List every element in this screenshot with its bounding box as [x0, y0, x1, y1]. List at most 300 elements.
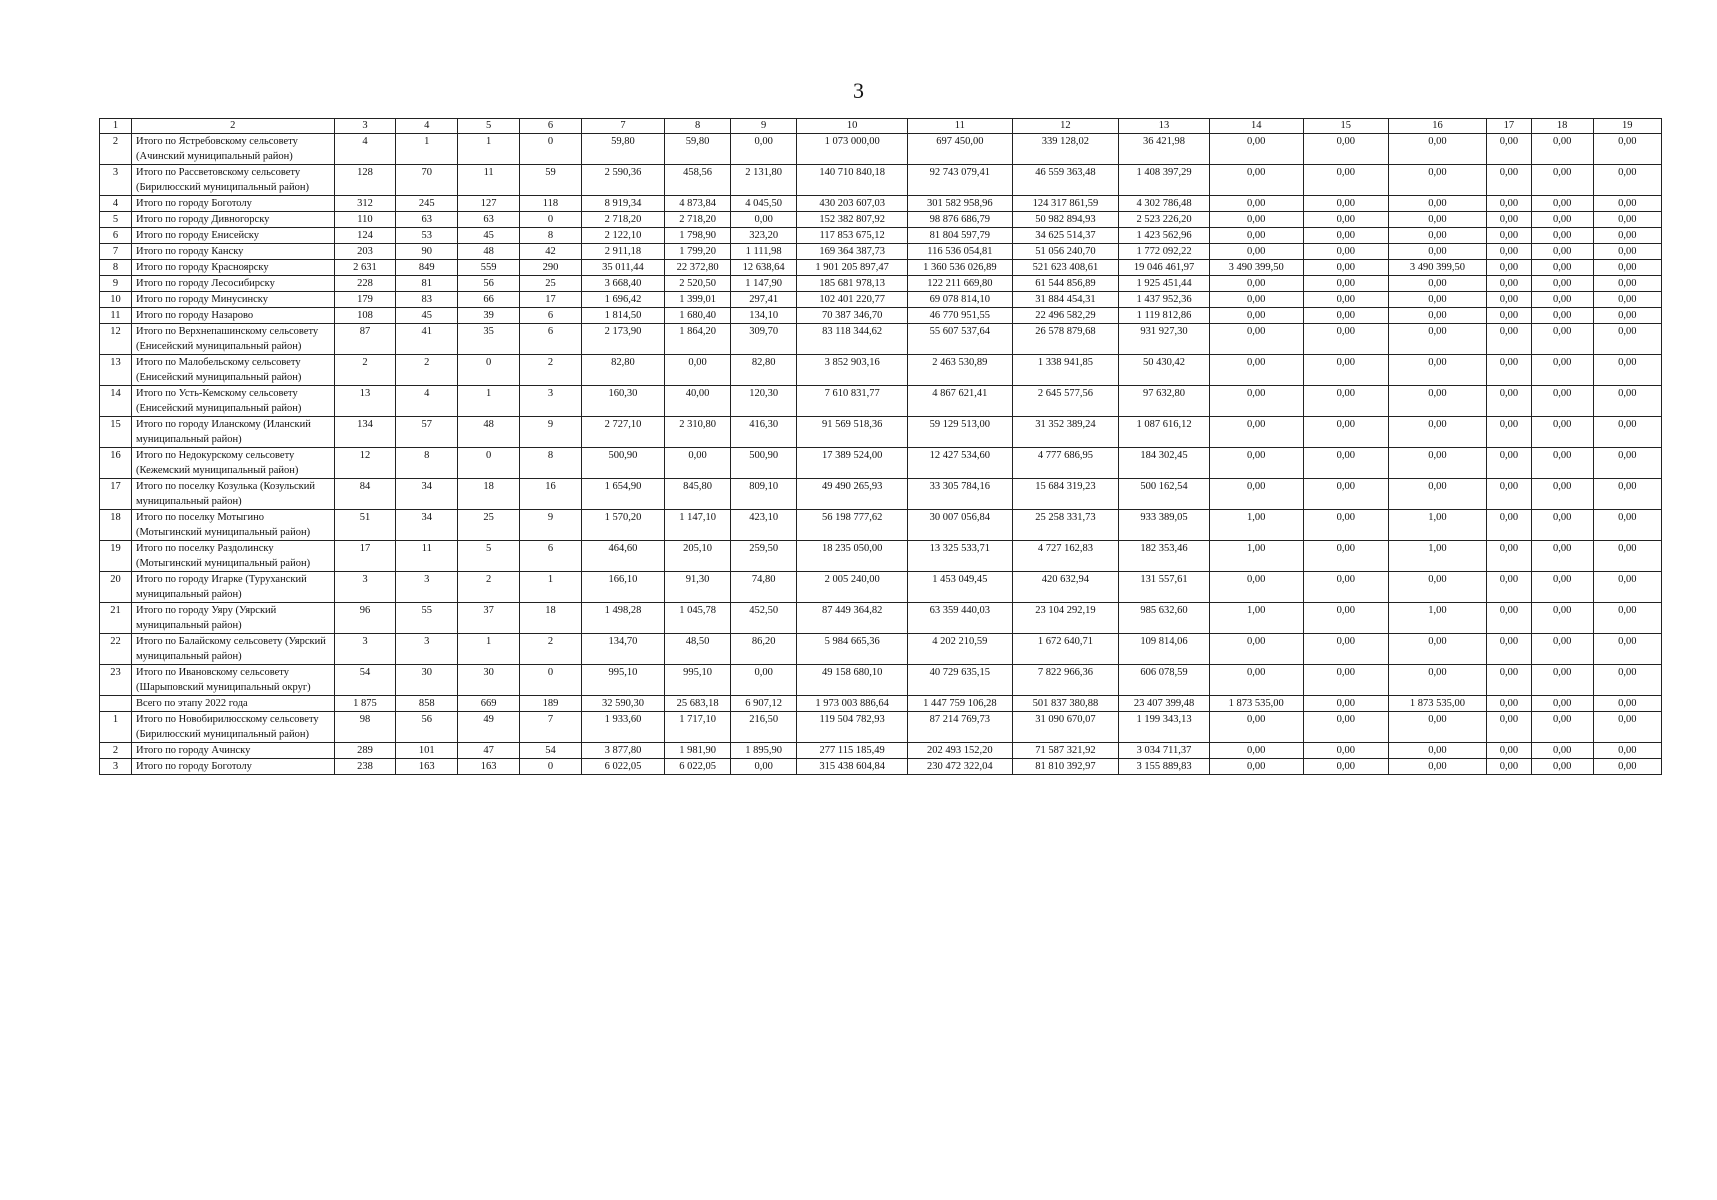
- value-cell: 12 638,64: [731, 260, 797, 276]
- row-number-cell: 1: [100, 712, 132, 743]
- value-cell: 0,00: [1531, 448, 1593, 479]
- value-cell: 0,00: [1531, 308, 1593, 324]
- value-cell: 0,00: [1388, 386, 1486, 417]
- value-cell: 2 645 577,56: [1012, 386, 1119, 417]
- column-number-cell: 19: [1593, 119, 1661, 134]
- value-cell: 0,00: [1487, 510, 1532, 541]
- value-cell: 3 668,40: [581, 276, 664, 292]
- table-row: [100, 510, 1662, 541]
- value-cell: 54: [334, 665, 396, 696]
- value-cell: 179: [334, 292, 396, 308]
- value-cell: 1 399,01: [665, 292, 731, 308]
- value-cell: 119 504 782,93: [797, 712, 908, 743]
- value-cell: 0,00: [1303, 324, 1388, 355]
- value-cell: 2 122,10: [581, 228, 664, 244]
- value-cell: 0: [520, 134, 582, 165]
- value-cell: 30 007 056,84: [908, 510, 1012, 541]
- municipality-name-cell: Итого по городу Ачинску: [131, 743, 334, 759]
- value-cell: 9: [520, 417, 582, 448]
- table-row: [100, 244, 1662, 260]
- value-cell: 0: [458, 355, 520, 386]
- value-cell: 96: [334, 603, 396, 634]
- value-cell: 2 631: [334, 260, 396, 276]
- value-cell: 289: [334, 743, 396, 759]
- value-cell: 5: [458, 541, 520, 572]
- value-cell: 2 718,20: [665, 212, 731, 228]
- value-cell: 50 430,42: [1119, 355, 1210, 386]
- column-number-cell: 5: [458, 119, 520, 134]
- row-number-cell: 23: [100, 665, 132, 696]
- value-cell: 35: [458, 324, 520, 355]
- value-cell: 3 490 399,50: [1209, 260, 1303, 276]
- value-cell: 3: [334, 634, 396, 665]
- value-cell: 37: [458, 603, 520, 634]
- value-cell: 87 214 769,73: [908, 712, 1012, 743]
- value-cell: 1 901 205 897,47: [797, 260, 908, 276]
- value-cell: 0,00: [1209, 355, 1303, 386]
- row-number-cell: 21: [100, 603, 132, 634]
- value-cell: 124: [334, 228, 396, 244]
- value-cell: 0,00: [1593, 479, 1661, 510]
- value-cell: 0,00: [1209, 196, 1303, 212]
- value-cell: 423,10: [731, 510, 797, 541]
- table-row: [100, 134, 1662, 165]
- row-number-cell: 13: [100, 355, 132, 386]
- value-cell: 56: [396, 712, 458, 743]
- value-cell: 0,00: [1388, 479, 1486, 510]
- value-cell: 0,00: [1388, 228, 1486, 244]
- value-cell: 0,00: [665, 355, 731, 386]
- value-cell: 500,90: [731, 448, 797, 479]
- value-cell: 59,80: [581, 134, 664, 165]
- table-row: [100, 712, 1662, 743]
- value-cell: 858: [396, 696, 458, 712]
- table-row: [100, 448, 1662, 479]
- value-cell: 230 472 322,04: [908, 759, 1012, 775]
- column-number-cell: 11: [908, 119, 1012, 134]
- value-cell: 1 933,60: [581, 712, 664, 743]
- value-cell: 31 884 454,31: [1012, 292, 1119, 308]
- value-cell: 26 578 879,68: [1012, 324, 1119, 355]
- value-cell: 1 981,90: [665, 743, 731, 759]
- value-cell: 0,00: [1303, 743, 1388, 759]
- value-cell: 0,00: [1388, 196, 1486, 212]
- value-cell: 0,00: [1388, 324, 1486, 355]
- value-cell: 2 173,90: [581, 324, 664, 355]
- value-cell: 315 438 604,84: [797, 759, 908, 775]
- value-cell: 70 387 346,70: [797, 308, 908, 324]
- value-cell: 15 684 319,23: [1012, 479, 1119, 510]
- value-cell: 2 463 530,89: [908, 355, 1012, 386]
- value-cell: 70: [396, 165, 458, 196]
- value-cell: 0,00: [1593, 712, 1661, 743]
- value-cell: 809,10: [731, 479, 797, 510]
- municipality-name-cell: Итого по Ивановскому сельсовету (Шарыповский муниципальный округ): [131, 665, 334, 696]
- value-cell: 3 155 889,83: [1119, 759, 1210, 775]
- value-cell: 0,00: [1209, 228, 1303, 244]
- value-cell: 0,00: [1531, 134, 1593, 165]
- value-cell: 6 022,05: [665, 759, 731, 775]
- value-cell: 134,10: [731, 308, 797, 324]
- value-cell: 1 799,20: [665, 244, 731, 260]
- value-cell: 309,70: [731, 324, 797, 355]
- value-cell: 420 632,94: [1012, 572, 1119, 603]
- value-cell: 0,00: [1593, 228, 1661, 244]
- municipality-name-cell: Итого по городу Боготолу: [131, 196, 334, 212]
- value-cell: 228: [334, 276, 396, 292]
- page-number: 3: [853, 78, 864, 103]
- value-cell: 290: [520, 260, 582, 276]
- value-cell: 1 973 003 886,64: [797, 696, 908, 712]
- value-cell: 0,00: [1593, 165, 1661, 196]
- value-cell: 1 423 562,96: [1119, 228, 1210, 244]
- value-cell: 203: [334, 244, 396, 260]
- value-cell: 30: [396, 665, 458, 696]
- value-cell: 0,00: [1593, 355, 1661, 386]
- value-cell: 2 590,36: [581, 165, 664, 196]
- value-cell: 0,00: [1487, 212, 1532, 228]
- value-cell: 0,00: [1388, 743, 1486, 759]
- value-cell: 0,00: [1303, 355, 1388, 386]
- value-cell: 849: [396, 260, 458, 276]
- value-cell: 0,00: [1303, 541, 1388, 572]
- value-cell: 0,00: [1487, 308, 1532, 324]
- value-cell: 0,00: [1303, 276, 1388, 292]
- column-number-cell: 17: [1487, 119, 1532, 134]
- value-cell: 163: [396, 759, 458, 775]
- row-number-cell: 17: [100, 479, 132, 510]
- value-cell: 0,00: [1303, 510, 1388, 541]
- value-cell: 1 772 092,22: [1119, 244, 1210, 260]
- table-row: [100, 572, 1662, 603]
- value-cell: 0,00: [1487, 712, 1532, 743]
- value-cell: 0,00: [1209, 743, 1303, 759]
- value-cell: 0,00: [1388, 417, 1486, 448]
- value-cell: 277 115 185,49: [797, 743, 908, 759]
- municipality-name-cell: Итого по Рассветовскому сельсовету (Бирилюсский муниципальный район): [131, 165, 334, 196]
- row-number-cell: 16: [100, 448, 132, 479]
- value-cell: 61 544 856,89: [1012, 276, 1119, 292]
- column-number-cell: 16: [1388, 119, 1486, 134]
- row-number-cell: 10: [100, 292, 132, 308]
- municipality-name-cell: Итого по городу Лесосибирску: [131, 276, 334, 292]
- value-cell: 18: [458, 479, 520, 510]
- value-cell: 160,30: [581, 386, 664, 417]
- table-row: [100, 276, 1662, 292]
- value-cell: 0,00: [1209, 712, 1303, 743]
- value-cell: 140 710 840,18: [797, 165, 908, 196]
- value-cell: 0,00: [1593, 260, 1661, 276]
- value-cell: 301 582 958,96: [908, 196, 1012, 212]
- value-cell: 13 325 533,71: [908, 541, 1012, 572]
- value-cell: 0,00: [665, 448, 731, 479]
- value-cell: 40 729 635,15: [908, 665, 1012, 696]
- value-cell: 83: [396, 292, 458, 308]
- municipality-name-cell: Итого по Недокурскому сельсовету (Кежемский муниципальный район): [131, 448, 334, 479]
- value-cell: 86,20: [731, 634, 797, 665]
- value-cell: 0,00: [1303, 212, 1388, 228]
- value-cell: 0,00: [1531, 712, 1593, 743]
- value-cell: 35 011,44: [581, 260, 664, 276]
- value-cell: 8: [520, 448, 582, 479]
- value-cell: 0,00: [1593, 417, 1661, 448]
- value-cell: 12: [334, 448, 396, 479]
- row-number-cell: 2: [100, 134, 132, 165]
- value-cell: 0: [520, 212, 582, 228]
- value-cell: 98 876 686,79: [908, 212, 1012, 228]
- value-cell: 6: [520, 541, 582, 572]
- value-cell: 1 873 535,00: [1388, 696, 1486, 712]
- value-cell: 216,50: [731, 712, 797, 743]
- value-cell: 0,00: [1593, 759, 1661, 775]
- value-cell: 0,00: [1388, 212, 1486, 228]
- value-cell: 521 623 408,61: [1012, 260, 1119, 276]
- value-cell: 0,00: [1388, 759, 1486, 775]
- municipality-name-cell: Всего по этапу 2022 года: [131, 696, 334, 712]
- value-cell: 0,00: [1593, 386, 1661, 417]
- value-cell: 189: [520, 696, 582, 712]
- value-cell: 0,00: [1487, 134, 1532, 165]
- value-cell: 51: [334, 510, 396, 541]
- value-cell: 48: [458, 244, 520, 260]
- value-cell: 259,50: [731, 541, 797, 572]
- value-cell: 0,00: [1487, 355, 1532, 386]
- value-cell: 0,00: [1303, 759, 1388, 775]
- value-cell: 0,00: [1593, 541, 1661, 572]
- value-cell: 0,00: [1531, 244, 1593, 260]
- table-row: [100, 541, 1662, 572]
- table-row: [100, 292, 1662, 308]
- value-cell: 55: [396, 603, 458, 634]
- value-cell: 1 199 343,13: [1119, 712, 1210, 743]
- value-cell: 501 837 380,88: [1012, 696, 1119, 712]
- value-cell: 2: [520, 355, 582, 386]
- value-cell: 56: [458, 276, 520, 292]
- value-cell: 452,50: [731, 603, 797, 634]
- value-cell: 0,00: [1531, 479, 1593, 510]
- value-cell: 1 680,40: [665, 308, 731, 324]
- value-cell: 0,00: [1209, 386, 1303, 417]
- value-cell: 3: [396, 634, 458, 665]
- municipality-name-cell: Итого по городу Енисейску: [131, 228, 334, 244]
- value-cell: 1,00: [1388, 510, 1486, 541]
- value-cell: 82,80: [731, 355, 797, 386]
- column-number-cell: 3: [334, 119, 396, 134]
- value-cell: 97 632,80: [1119, 386, 1210, 417]
- table-row: [100, 212, 1662, 228]
- value-cell: 7 610 831,77: [797, 386, 908, 417]
- value-cell: 8 919,34: [581, 196, 664, 212]
- value-cell: 1 147,10: [665, 510, 731, 541]
- value-cell: 49 490 265,93: [797, 479, 908, 510]
- value-cell: 0,00: [1487, 196, 1532, 212]
- row-number-cell: 2: [100, 743, 132, 759]
- value-cell: 0,00: [1303, 260, 1388, 276]
- value-cell: 4 873,84: [665, 196, 731, 212]
- value-cell: 1 895,90: [731, 743, 797, 759]
- value-cell: 32 590,30: [581, 696, 664, 712]
- value-cell: 63: [458, 212, 520, 228]
- value-cell: 41: [396, 324, 458, 355]
- column-number-cell: 4: [396, 119, 458, 134]
- value-cell: 2 005 240,00: [797, 572, 908, 603]
- value-cell: 8: [396, 448, 458, 479]
- value-cell: 4 202 210,59: [908, 634, 1012, 665]
- value-cell: 3 490 399,50: [1388, 260, 1486, 276]
- value-cell: 0,00: [1531, 572, 1593, 603]
- value-cell: 0,00: [1487, 417, 1532, 448]
- value-cell: 0,00: [731, 665, 797, 696]
- value-cell: 4 302 786,48: [1119, 196, 1210, 212]
- value-cell: 46 770 951,55: [908, 308, 1012, 324]
- column-number-cell: 10: [797, 119, 908, 134]
- table-row: [100, 759, 1662, 775]
- municipality-name-cell: Итого по поселку Козулька (Козульский муниципальный район): [131, 479, 334, 510]
- value-cell: 0,00: [1388, 665, 1486, 696]
- table-row: [100, 386, 1662, 417]
- value-cell: 1 447 759 106,28: [908, 696, 1012, 712]
- row-number-cell: [100, 696, 132, 712]
- value-cell: 606 078,59: [1119, 665, 1210, 696]
- value-cell: 0: [458, 448, 520, 479]
- value-cell: 2 523 226,20: [1119, 212, 1210, 228]
- value-cell: 0,00: [1487, 276, 1532, 292]
- value-cell: 134: [334, 417, 396, 448]
- value-cell: 42: [520, 244, 582, 260]
- value-cell: 0,00: [1303, 665, 1388, 696]
- value-cell: 54: [520, 743, 582, 759]
- value-cell: 71 587 321,92: [1012, 743, 1119, 759]
- value-cell: 1 360 536 026,89: [908, 260, 1012, 276]
- value-cell: 59: [520, 165, 582, 196]
- value-cell: 1: [520, 572, 582, 603]
- value-cell: 69 078 814,10: [908, 292, 1012, 308]
- value-cell: 4 867 621,41: [908, 386, 1012, 417]
- table-row: [100, 165, 1662, 196]
- value-cell: 0,00: [1593, 196, 1661, 212]
- value-cell: 1 453 049,45: [908, 572, 1012, 603]
- value-cell: 0,00: [1593, 448, 1661, 479]
- value-cell: 1 873 535,00: [1209, 696, 1303, 712]
- value-cell: 1,00: [1209, 510, 1303, 541]
- value-cell: 0,00: [1303, 386, 1388, 417]
- value-cell: 0,00: [1388, 276, 1486, 292]
- municipality-name-cell: Итого по городу Уяру (Уярский муниципальный район): [131, 603, 334, 634]
- value-cell: 3: [520, 386, 582, 417]
- value-cell: 0,00: [1388, 244, 1486, 260]
- value-cell: 0,00: [1593, 572, 1661, 603]
- column-number-cell: 9: [731, 119, 797, 134]
- row-number-cell: 14: [100, 386, 132, 417]
- row-number-cell: 3: [100, 759, 132, 775]
- header-row: [100, 119, 1662, 134]
- value-cell: 18 235 050,00: [797, 541, 908, 572]
- value-cell: 102 401 220,77: [797, 292, 908, 308]
- column-number-cell: 12: [1012, 119, 1119, 134]
- municipality-name-cell: Итого по городу Иланскому (Иланский муниципальный район): [131, 417, 334, 448]
- value-cell: 30: [458, 665, 520, 696]
- value-cell: 17: [520, 292, 582, 308]
- value-cell: 87: [334, 324, 396, 355]
- value-cell: 0,00: [1388, 712, 1486, 743]
- row-number-cell: 15: [100, 417, 132, 448]
- value-cell: 1,00: [1209, 603, 1303, 634]
- value-cell: 0,00: [1209, 212, 1303, 228]
- value-cell: 55 607 537,64: [908, 324, 1012, 355]
- value-cell: 0,00: [1209, 165, 1303, 196]
- value-cell: 1 087 616,12: [1119, 417, 1210, 448]
- table-row: [100, 696, 1662, 712]
- value-cell: 0,00: [1593, 634, 1661, 665]
- value-cell: 84: [334, 479, 396, 510]
- value-cell: 90: [396, 244, 458, 260]
- value-cell: 0,00: [1531, 228, 1593, 244]
- value-cell: 4 045,50: [731, 196, 797, 212]
- municipality-name-cell: Итого по Верхнепашинскому сельсовету (Енисейский муниципальный район): [131, 324, 334, 355]
- municipality-name-cell: Итого по городу Назарово: [131, 308, 334, 324]
- value-cell: 0,00: [1209, 479, 1303, 510]
- value-cell: 0,00: [1531, 276, 1593, 292]
- value-cell: 101: [396, 743, 458, 759]
- value-cell: 6 907,12: [731, 696, 797, 712]
- value-cell: 1 570,20: [581, 510, 664, 541]
- value-cell: 0,00: [1593, 134, 1661, 165]
- value-cell: 2 310,80: [665, 417, 731, 448]
- value-cell: 669: [458, 696, 520, 712]
- value-cell: 0,00: [1531, 196, 1593, 212]
- value-cell: 0,00: [1388, 634, 1486, 665]
- value-cell: 0,00: [1487, 743, 1532, 759]
- value-cell: 124 317 861,59: [1012, 196, 1119, 212]
- municipality-name-cell: Итого по Усть-Кемскому сельсовету (Енисейский муниципальный район): [131, 386, 334, 417]
- value-cell: 0,00: [1487, 244, 1532, 260]
- value-cell: 0,00: [731, 759, 797, 775]
- value-cell: 0,00: [1593, 743, 1661, 759]
- value-cell: 109 814,06: [1119, 634, 1210, 665]
- value-cell: 131 557,61: [1119, 572, 1210, 603]
- value-cell: 59 129 513,00: [908, 417, 1012, 448]
- municipality-name-cell: Итого по Балайскому сельсовету (Уярский муниципальный район): [131, 634, 334, 665]
- row-number-cell: 5: [100, 212, 132, 228]
- value-cell: 0,00: [1593, 292, 1661, 308]
- value-cell: 1 925 451,44: [1119, 276, 1210, 292]
- value-cell: 0,00: [1531, 510, 1593, 541]
- value-cell: 3 852 903,16: [797, 355, 908, 386]
- table-row: [100, 196, 1662, 212]
- value-cell: 23 104 292,19: [1012, 603, 1119, 634]
- municipality-name-cell: Итого по городу Игарке (Туруханский муниципальный район): [131, 572, 334, 603]
- value-cell: 0,00: [1388, 448, 1486, 479]
- value-cell: 323,20: [731, 228, 797, 244]
- value-cell: 0,00: [1487, 479, 1532, 510]
- value-cell: 1 073 000,00: [797, 134, 908, 165]
- value-cell: 0,00: [1303, 712, 1388, 743]
- value-cell: 1 498,28: [581, 603, 664, 634]
- row-number-cell: 19: [100, 541, 132, 572]
- value-cell: 81 810 392,97: [1012, 759, 1119, 775]
- value-cell: 56 198 777,62: [797, 510, 908, 541]
- value-cell: 297,41: [731, 292, 797, 308]
- value-cell: 2 911,18: [581, 244, 664, 260]
- value-cell: 0,00: [1593, 212, 1661, 228]
- value-cell: 0,00: [1209, 276, 1303, 292]
- value-cell: 0,00: [1303, 165, 1388, 196]
- value-cell: 18: [520, 603, 582, 634]
- value-cell: 0,00: [1388, 355, 1486, 386]
- value-cell: 33 305 784,16: [908, 479, 1012, 510]
- column-number-cell: 13: [1119, 119, 1210, 134]
- row-number-cell: 7: [100, 244, 132, 260]
